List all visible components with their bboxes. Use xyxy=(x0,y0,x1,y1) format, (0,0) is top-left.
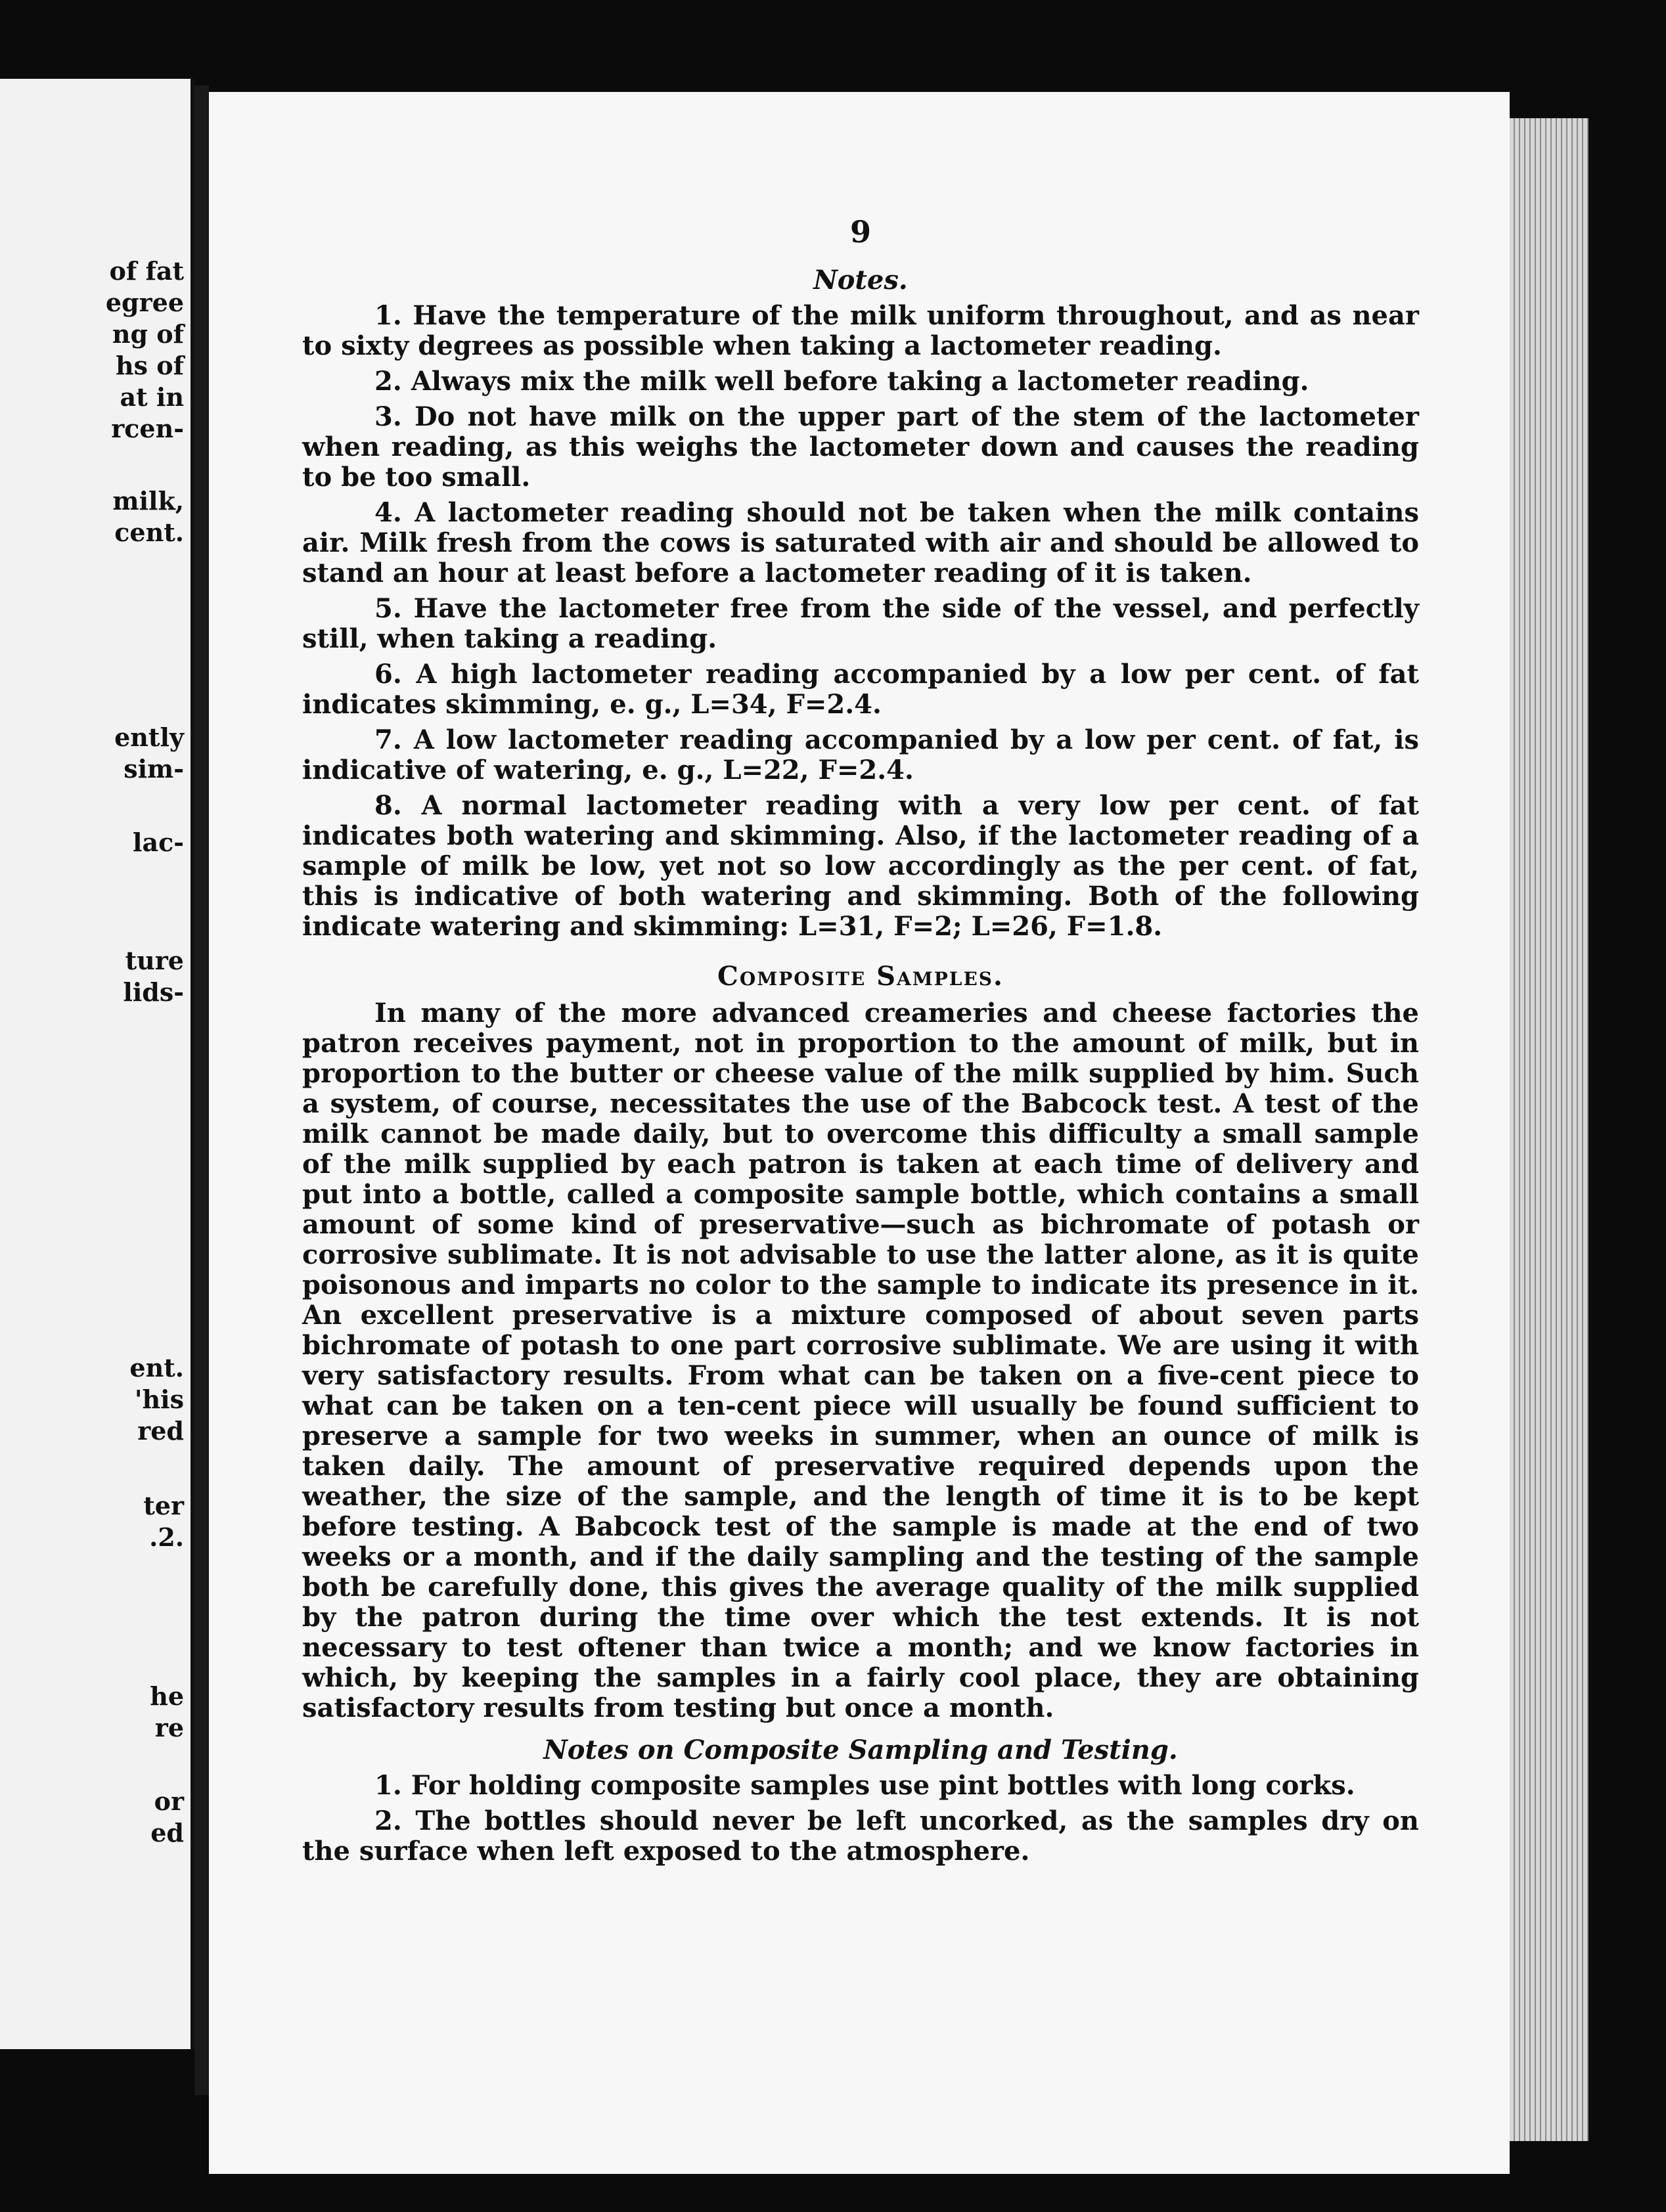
note-text: A normal lactometer reading with a very low per cent. of fat indicates both watering and skimming. Also, if the lactometer reading of a sample of milk be low, yet not so low accordingly as the per cent. of fat, this is indicative of both watering and skimming. Both of the following indicate watering and skimming: L=31, F=2; L=26, F=1.8. xyxy=(302,790,1419,942)
note-text: Have the temperature of the milk uniform throughout, and as near to sixty degrees as possible when taking a lactometer reading. xyxy=(302,300,1419,361)
sampling-note-item xyxy=(302,1806,1419,1867)
left-page-fragment: cent. xyxy=(114,518,184,547)
left-page-fragment: at in xyxy=(120,382,184,412)
left-page-fragment: re xyxy=(154,1713,184,1742)
note-text: The bottles should never be left uncorked, as the samples dry on the surface when left exposed to the atmosphere. xyxy=(302,1805,1419,1867)
note-text: Do not have milk on the upper part of the stem of the lactometer when reading, as this weighs the lactometer down and causes the reading to be too small. xyxy=(302,401,1419,493)
note-item xyxy=(302,366,1419,397)
left-page-fragment: ent. xyxy=(129,1353,184,1382)
left-page-fragment: red xyxy=(137,1416,184,1446)
page-content xyxy=(302,214,1419,1872)
page-edges xyxy=(1510,118,1588,2141)
book-gutter xyxy=(194,85,209,2095)
note-text: Have the lactometer free from the side of the vessel, and perfectly still, when taking a reading. xyxy=(302,593,1419,654)
sampling-note-item xyxy=(302,1771,1419,1801)
left-page-fragment: ter xyxy=(143,1491,184,1520)
notes-heading: Notes. xyxy=(813,265,908,296)
left-page-fragment: hs of xyxy=(116,351,184,380)
note-item xyxy=(302,301,1419,361)
composite-samples-heading: Composite Samples. xyxy=(717,961,1004,992)
left-page-fragment: rcen- xyxy=(111,414,184,443)
left-page-fragment: sim- xyxy=(124,754,184,784)
note-number: 5. xyxy=(374,593,402,624)
left-page-fragment: egree xyxy=(105,288,184,317)
note-text: For holding composite samples use pint bottles with long corks. xyxy=(411,1770,1355,1801)
composite-samples-paragraph: In many of the more advanced creameries and cheese factories the patron receives payment, not in proportion to the amount of milk, but in proportion to the butter or cheese value of the milk supplied by him. Such a system, of course, necessitates the use of the Babcock test. A test of the milk cannot be made daily, but to overcome this difficulty a small sample of the milk supplied by each patron is taken at each time of delivery and put into a bottle, called a composite sample bottle, which contains a small amount of some kind of preservative—such as bichromate of potash or corrosive sublimate. It is not advisable to use the latter alone, as it is quite poisonous and imparts no color to the sample to indicate its presence in it. An excellent preservative is a mixture composed of about seven parts bichromate of potash to one part corrosive sublimate. We are using it with very satisfactory results. From what can be taken on a five-cent piece to what can be taken on a ten-cent piece will usually be found sufficient to preserve a sample for two weeks in summer, when an ounce of milk is taken daily. The amount of preservative required depends upon the weather, the size of the sample, and the length of time it is to be kept before testing. A Babcock test of the sample is made at the end of two weeks or a month, and if the daily sampling and the testing of the sample both be carefully done, this gives the average quality of the milk supplied by the patron during the time over which the test extends. It is not necessary to test oftener than twice a month; and we know factories in which, by keeping the samples in a fairly cool place, they are obtaining satisfactory results from testing but once a month. xyxy=(302,998,1419,1723)
note-text: Always mix the milk well before taking a lactometer reading. xyxy=(411,366,1309,397)
note-item xyxy=(302,791,1419,942)
left-page-fragment: ed xyxy=(150,1818,184,1847)
sampling-notes-heading: Notes on Composite Sampling and Testing. xyxy=(543,1735,1178,1765)
left-page-fragment: milk, xyxy=(112,486,184,516)
left-page-fragment: of fat xyxy=(109,256,184,286)
left-page xyxy=(0,79,194,2049)
note-number: 6. xyxy=(374,659,402,690)
note-text: A low lactometer reading accompanied by a low per cent. of fat, is indicative of watering, e. g., L=22, F=2.4. xyxy=(302,724,1419,785)
note-item xyxy=(302,402,1419,493)
note-number: 4. xyxy=(374,497,402,528)
note-text: A high lactometer reading accompanied by a low per cent. of fat indicates skimming, e. g., L=34, F=2.4. xyxy=(302,659,1419,720)
left-page-fragment: ently xyxy=(114,722,184,752)
left-page-fragment: .2. xyxy=(149,1522,184,1552)
note-number: 7. xyxy=(374,724,402,755)
left-page-fragment: lac- xyxy=(133,828,184,857)
note-item xyxy=(302,594,1419,654)
left-page-fragment: ture xyxy=(125,946,184,975)
note-item xyxy=(302,498,1419,588)
note-text: A lactometer reading should not be taken when the milk contains air. Milk fresh from the cows is saturated with air and should be allowed to stand an hour at least before a lactometer reading of it is taken. xyxy=(302,497,1419,588)
note-number: 2. xyxy=(374,1805,402,1836)
note-item xyxy=(302,725,1419,785)
left-page-fragment: or xyxy=(154,1786,184,1816)
note-item xyxy=(302,659,1419,720)
note-number: 8. xyxy=(374,790,402,821)
note-number: 1. xyxy=(374,1770,402,1801)
left-page-fragment: lids- xyxy=(123,977,184,1007)
page-number: 9 xyxy=(849,214,871,250)
left-page-fragment: ng of xyxy=(112,319,184,349)
note-number: 2. xyxy=(374,366,402,397)
note-number: 1. xyxy=(374,300,402,331)
left-page-fragment: 'his xyxy=(134,1384,184,1414)
note-number: 3. xyxy=(374,401,402,432)
left-page-fragment: he xyxy=(150,1681,184,1711)
